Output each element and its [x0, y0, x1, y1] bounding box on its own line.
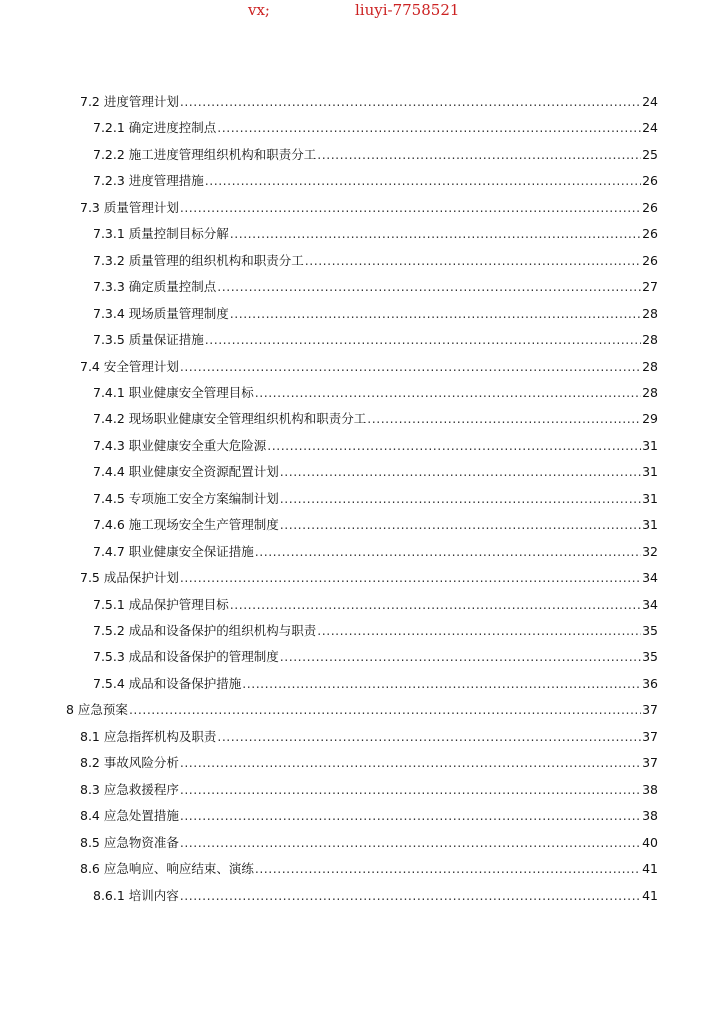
- toc-entry-title: 7.5.3 成品和设备保护的管理制度: [93, 649, 279, 665]
- toc-entry-page-number: 28: [642, 332, 658, 348]
- toc-entry[interactable]: [80, 859, 658, 885]
- toc-entry-page-number: 34: [642, 596, 658, 612]
- toc-entry-title: 7.4.2 现场职业健康安全管理组织机构和职责分工: [93, 411, 367, 427]
- toc-entry-page-number: 26: [642, 252, 658, 268]
- toc-dot-leader: [180, 200, 641, 215]
- toc-dot-leader: [180, 835, 641, 850]
- toc-dot-leader: [280, 464, 641, 479]
- toc-entry[interactable]: [93, 674, 658, 700]
- toc-entry-title: 7.4.4 职业健康安全资源配置计划: [93, 464, 279, 480]
- toc-dot-leader: [280, 649, 641, 664]
- toc-entry-page-number: 24: [642, 120, 658, 136]
- toc-entry[interactable]: [93, 542, 658, 568]
- toc-entry-page-number: 25: [642, 146, 658, 162]
- toc-entry-page-number: 29: [642, 411, 658, 427]
- toc-entry[interactable]: [80, 727, 658, 753]
- toc-dot-leader: [180, 755, 641, 770]
- toc-dot-leader: [255, 385, 641, 400]
- toc-dot-leader: [317, 147, 641, 162]
- toc-entry[interactable]: [93, 304, 658, 330]
- toc-entry[interactable]: [93, 118, 658, 144]
- watermark: [0, 0, 724, 24]
- toc-entry-title: 7.4.1 职业健康安全管理目标: [93, 384, 254, 400]
- watermark-left-text: vx;: [248, 1, 270, 19]
- toc-entry[interactable]: [93, 251, 658, 277]
- toc-entry-page-number: 37: [642, 702, 658, 718]
- toc-entry[interactable]: [80, 568, 658, 594]
- toc-entry-page-number: 31: [642, 464, 658, 480]
- toc-dot-leader: [217, 120, 641, 135]
- toc-dot-leader: [280, 491, 641, 506]
- toc-entry-page-number: 35: [642, 623, 658, 638]
- toc-entry[interactable]: [80, 198, 658, 224]
- toc-entry-title: 7.2 进度管理计划: [80, 94, 179, 109]
- toc-dot-leader: [180, 808, 641, 823]
- toc-dot-leader: [217, 729, 641, 744]
- toc-entry[interactable]: [93, 462, 658, 488]
- toc-entry[interactable]: [66, 700, 658, 726]
- toc-entry-page-number: 26: [642, 226, 658, 242]
- toc-entry-title: 7.2.3 进度管理措施: [93, 173, 204, 189]
- toc-dot-leader: [180, 782, 641, 797]
- toc-entry[interactable]: [93, 515, 658, 541]
- toc-entry-page-number: 41: [642, 861, 658, 877]
- toc-entry-title: 7.4.7 职业健康安全保证措施: [93, 543, 254, 559]
- toc-entry-title: 7.3.2 质量管理的组织机构和职责分工: [93, 252, 304, 268]
- toc-dot-leader: [367, 411, 641, 426]
- toc-entry-title: 7.3.4 现场质量管理制度: [93, 305, 229, 321]
- toc-entry-page-number: 31: [642, 490, 658, 506]
- toc-entry-title: 7.3.5 质量保证措施: [93, 332, 204, 348]
- toc-entry-page-number: 28: [642, 305, 658, 321]
- toc-entry-title: 7.3.1 质量控制目标分解: [93, 226, 229, 242]
- toc-entry[interactable]: [93, 436, 658, 462]
- toc-dot-leader: [205, 173, 641, 188]
- toc-entry-title: 8.6 应急响应、响应结束、演练: [80, 861, 254, 877]
- toc-entry-page-number: 26: [642, 173, 658, 189]
- toc-entry[interactable]: [80, 780, 658, 806]
- toc-entry-title: 7.3 质量管理计划: [80, 199, 179, 215]
- toc-entry[interactable]: [80, 833, 658, 859]
- toc-entry[interactable]: [80, 357, 658, 383]
- toc-dot-leader: [205, 332, 641, 347]
- toc-entry-title: 7.5.1 成品保护管理目标: [93, 596, 229, 612]
- toc-entry-page-number: 38: [642, 808, 658, 824]
- toc-entry-page-number: 40: [642, 834, 658, 850]
- toc-dot-leader: [230, 306, 641, 321]
- toc-dot-leader: [180, 888, 641, 903]
- toc-dot-leader: [317, 623, 641, 638]
- toc-entry-page-number: 31: [642, 517, 658, 533]
- toc-entry-page-number: 26: [642, 199, 658, 215]
- toc-entry-title: 7.4.3 职业健康安全重大危险源: [93, 437, 267, 453]
- toc-entry-page-number: 32: [642, 543, 658, 559]
- toc-entry-title: 7.3.3 确定质量控制点: [93, 279, 217, 295]
- toc-dot-leader: [255, 544, 641, 559]
- toc-entry[interactable]: [93, 647, 658, 673]
- toc-entry-title: 8.5 应急物资准备: [80, 834, 179, 850]
- toc-entry-page-number: 27: [642, 279, 658, 295]
- toc-dot-leader: [242, 676, 641, 691]
- toc-dot-leader: [230, 226, 641, 241]
- toc-dot-leader: [180, 570, 641, 585]
- toc-entry-title: 8.1 应急指挥机构及职责: [80, 728, 217, 744]
- toc-entry-title: 7.2.1 确定进度控制点: [93, 120, 217, 136]
- toc-entry-page-number: 36: [642, 675, 658, 691]
- toc-entry-title: 7.5 成品保护计划: [80, 570, 179, 586]
- toc-entry[interactable]: [80, 753, 658, 779]
- toc-entry-title: 7.4.5 专项施工安全方案编制计划: [93, 490, 279, 506]
- toc-entry[interactable]: [93, 330, 658, 356]
- toc-entry-title: 7.4.6 施工现场安全生产管理制度: [93, 517, 279, 533]
- toc-entry-title: 8.4 应急处置措施: [80, 808, 179, 824]
- toc-entry[interactable]: [93, 277, 658, 303]
- toc-entry-title: 7.2.2 施工进度管理组织机构和职责分工: [93, 146, 317, 162]
- toc-entry[interactable]: [93, 171, 658, 197]
- toc-entry-title: 8.6.1 培训内容: [93, 887, 179, 903]
- toc-entry[interactable]: [93, 224, 658, 250]
- toc-entry-page-number: 38: [642, 781, 658, 797]
- toc-entry[interactable]: [93, 595, 658, 621]
- toc-entry-title: 7.5.2 成品和设备保护的组织机构与职责: [93, 623, 317, 638]
- toc-entry[interactable]: [80, 92, 658, 118]
- toc-dot-leader: [180, 359, 641, 374]
- toc-dot-leader: [280, 517, 641, 532]
- toc-entry-page-number: 37: [642, 755, 658, 771]
- toc-entry[interactable]: [93, 886, 658, 912]
- toc-entry-page-number: 24: [642, 94, 658, 109]
- toc-dot-leader: [129, 702, 641, 717]
- toc-dot-leader: [230, 597, 641, 612]
- toc-dot-leader: [255, 861, 641, 876]
- watermark-right-text: liuyi-7758521: [355, 1, 460, 19]
- toc-entry-title: 7.4 安全管理计划: [80, 358, 179, 374]
- toc-dot-leader: [305, 253, 641, 268]
- toc-entry[interactable]: [80, 806, 658, 832]
- toc-dot-leader: [267, 438, 641, 453]
- toc-entry-page-number: 37: [642, 728, 658, 744]
- toc-dot-leader: [180, 94, 641, 109]
- toc-entry-title: 8.2 事故风险分析: [80, 755, 179, 771]
- toc-entry[interactable]: [93, 409, 658, 435]
- toc-entry[interactable]: [93, 145, 658, 171]
- toc-entry-page-number: 41: [642, 887, 658, 903]
- toc-entry[interactable]: [93, 621, 658, 647]
- toc-entry-page-number: 28: [642, 358, 658, 374]
- toc-entry-title: 8 应急预案: [66, 702, 128, 718]
- toc-dot-leader: [217, 279, 641, 294]
- toc-entry-page-number: 28: [642, 384, 658, 400]
- toc-entry-title: 7.5.4 成品和设备保护措施: [93, 675, 242, 691]
- toc-entry[interactable]: [93, 489, 658, 515]
- toc-entry-page-number: 34: [642, 570, 658, 586]
- toc-entry-page-number: 35: [642, 649, 658, 665]
- toc-entry[interactable]: [93, 383, 658, 409]
- toc-entry-page-number: 31: [642, 437, 658, 453]
- toc-entry-title: 8.3 应急救援程序: [80, 781, 179, 797]
